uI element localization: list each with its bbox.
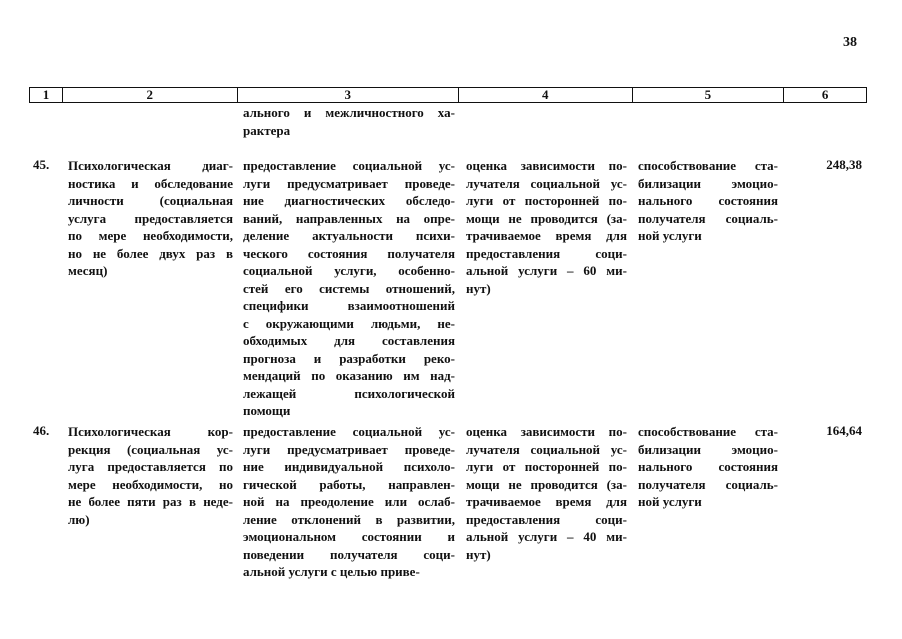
text-line: билизации эмоцио- <box>638 441 778 457</box>
service-description <box>243 423 455 581</box>
text-line: нального состояния <box>638 193 778 208</box>
text-line: личности (социальная <box>68 193 233 208</box>
service-result <box>638 423 778 511</box>
text-line: луга предоставляется по <box>68 459 233 474</box>
header-col-6: 6 <box>821 87 829 102</box>
text-line: мендаций по оказанию им над- <box>243 368 455 383</box>
text-line: способствование ста- <box>638 158 778 173</box>
text-line: Психологическая диаг- <box>68 158 233 173</box>
text-line: ческого состояния получателя <box>243 245 455 261</box>
text-line: ального и межличностного ха- <box>243 105 455 120</box>
text-line: ной на преодоление или ослаб- <box>243 494 455 509</box>
text-line: способствование ста- <box>638 424 778 439</box>
text-line: помощи <box>243 403 291 418</box>
text-line: оценка зависимости по- <box>466 424 627 439</box>
text-line: прогноза и разработки реко- <box>243 350 455 366</box>
text-line: эмоциональном состоянии и <box>243 529 455 544</box>
text-line: оценка зависимости по- <box>466 158 627 173</box>
text-line: по мере необходимости, <box>68 228 233 243</box>
text-line: деление актуальности психи- <box>243 228 455 243</box>
price: 248,38 <box>826 157 862 172</box>
service-description <box>243 157 455 420</box>
page-number: 38 <box>843 35 857 50</box>
text-line: услуга предоставляется <box>68 210 233 226</box>
text-line: не более пяти раз в неде- <box>68 494 233 509</box>
text-line: альной услуги – 40 ми- <box>466 529 627 544</box>
text-line: билизации эмоцио- <box>638 175 778 191</box>
text-line: гической работы, направлен- <box>243 476 455 492</box>
service-result <box>638 157 778 245</box>
text-line: рактера <box>243 122 291 138</box>
quality-indicator <box>466 423 627 563</box>
continuation-text <box>243 104 455 139</box>
text-line: луги от посторонней по- <box>466 193 627 208</box>
text-line: лучателя социальной ус- <box>466 441 627 457</box>
text-line: луги от посторонней по- <box>466 459 627 474</box>
text-line: нут) <box>466 546 491 562</box>
text-line: месяц) <box>68 263 108 278</box>
quality-indicator <box>466 157 627 297</box>
service-name <box>68 157 233 280</box>
text-line: ностика и обследование <box>68 175 233 191</box>
text-line: рекция (социальная ус- <box>68 441 233 457</box>
text-line: ной услуги <box>638 228 702 243</box>
text-line: предоставления соци- <box>466 511 627 527</box>
text-line: лучателя социальной ус- <box>466 175 627 191</box>
text-line: нального состояния <box>638 459 778 474</box>
header-col-2: 2 <box>63 88 238 102</box>
text-line: ние диагностических обследо- <box>243 193 455 208</box>
header-col-4: 4 <box>459 88 633 102</box>
text-line: предоставление социальной ус- <box>243 158 455 173</box>
text-line: альной услуги с целью приве- <box>243 564 420 579</box>
header-col-3: 3 <box>238 88 459 102</box>
text-line: лю) <box>68 511 90 527</box>
service-name <box>68 423 233 528</box>
text-line: социальной услуги, особенно- <box>243 263 455 278</box>
text-line: мощи не проводится (за- <box>466 476 627 492</box>
text-line: ние индивидуальной психоло- <box>243 459 455 474</box>
text-line: нут) <box>466 280 491 296</box>
text-line: ваний, направленных на опре- <box>243 210 455 226</box>
table-header <box>29 87 867 103</box>
text-line: мощи не проводится (за- <box>466 210 627 226</box>
text-line: стей его системы отношений, <box>243 280 455 296</box>
text-line: Психологическая кор- <box>68 424 233 439</box>
header-col-5: 5 <box>633 88 785 102</box>
row-number: 46. <box>33 423 50 438</box>
text-line: но не более двух раз в <box>68 245 233 261</box>
text-line: лежащей психологической <box>243 385 455 401</box>
text-line: луги предусматривает проведе- <box>243 175 455 191</box>
text-line: предоставление социальной ус- <box>243 424 455 439</box>
price: 164,64 <box>826 423 862 438</box>
header-col-1: 1 <box>30 88 63 102</box>
text-line: обходимых для составления <box>243 333 455 348</box>
text-line: ной услуги <box>638 494 702 509</box>
text-line: трачиваемое время для <box>466 228 627 243</box>
text-line: получателя социаль- <box>638 210 778 226</box>
text-line: специфики взаимоотношений <box>243 298 455 313</box>
text-line: альной услуги – 60 ми- <box>466 263 627 278</box>
text-line: трачиваемое время для <box>466 494 627 509</box>
text-line: с окружающими людьми, не- <box>243 315 455 331</box>
text-line: ление отклонений в развитии, <box>243 511 455 527</box>
text-line: луги предусматривает проведе- <box>243 441 455 457</box>
text-line: поведении получателя соци- <box>243 546 455 562</box>
text-line: получателя социаль- <box>638 476 778 492</box>
text-line: предоставления соци- <box>466 245 627 261</box>
text-line: мере необходимости, но <box>68 476 233 492</box>
row-number: 45. <box>33 157 50 172</box>
